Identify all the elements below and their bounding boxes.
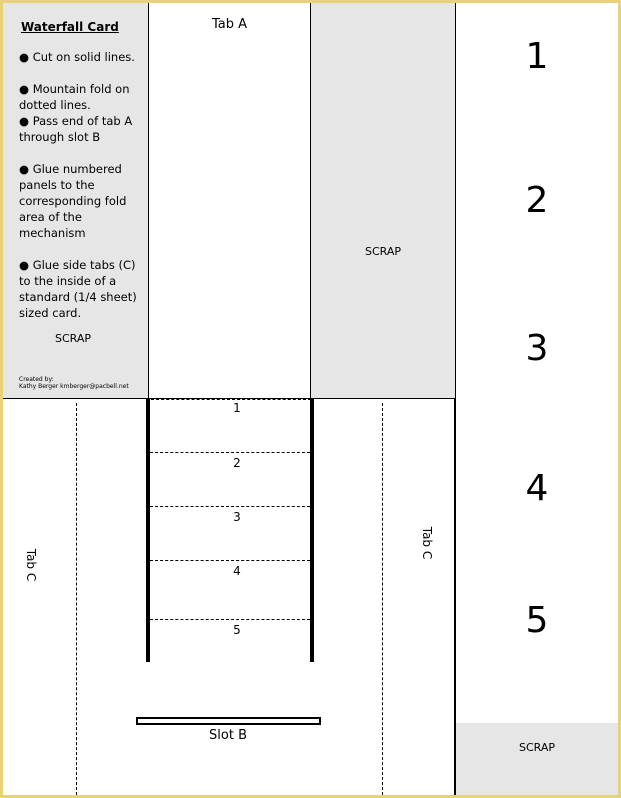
fold-number-3: 3 [233, 510, 241, 524]
slot-b [136, 717, 321, 725]
fold-line-3 [150, 506, 310, 507]
scrap-bottom-right-panel [455, 723, 618, 798]
credit-line-2: Kathy Berger kmberger@pacbell.net [19, 383, 129, 390]
instruction-item-cut: ● Cut on solid lines. [19, 50, 135, 64]
instructions-title: Waterfall Card [21, 20, 119, 34]
tab-a-label: Tab A [211, 17, 248, 32]
instructions-panel [3, 3, 149, 399]
panel-1 [455, 3, 618, 148]
panel-4 [455, 435, 618, 580]
cut-line-left-rail [146, 399, 150, 662]
fold-line-2 [150, 452, 310, 453]
panel-number-3: 3 [525, 328, 549, 369]
fold-number-2: 2 [233, 456, 241, 470]
instruction-item-glue-tabs: ● Glue side tabs (C) to the inside of a standard (1/4 sheet) sized card. [19, 258, 137, 320]
panel-number-4: 4 [525, 468, 549, 509]
scrap-label-bottom-right: SCRAP [518, 741, 556, 754]
credit-line-1: Created by: [19, 376, 54, 383]
instruction-item-fold: ● Mountain fold on dotted lines. [19, 82, 130, 112]
fold-line-4 [150, 560, 310, 561]
panel-2 [455, 147, 618, 292]
panel-3 [455, 291, 618, 436]
fold-number-5: 5 [233, 623, 241, 637]
fold-line-right [382, 403, 383, 795]
panel-number-5: 5 [525, 600, 549, 641]
panel-5 [455, 579, 618, 724]
tab-a-panel [149, 3, 311, 399]
credit-text [19, 376, 129, 390]
fold-number-1: 1 [233, 401, 241, 415]
scrap-label-middle: SCRAP [364, 245, 402, 258]
cut-line-right-rail [310, 399, 314, 662]
fold-line-left [76, 403, 77, 795]
tab-c-right-label: Tab C [420, 526, 434, 560]
slot-b-label: Slot B [209, 728, 247, 743]
tab-c-left-label: Tab C [24, 548, 38, 582]
fold-line-5 [150, 619, 310, 620]
fold-line-1 [151, 399, 311, 400]
scrap-label-instructions: SCRAP [55, 332, 92, 345]
instruction-item-tab: ● Pass end of tab A through slot B [19, 114, 133, 144]
instruction-item-glue-panels: ● Glue numbered panels to the corresponding fold area of the mechanism [19, 162, 127, 240]
panel-number-1: 1 [525, 36, 549, 77]
panel-number-2: 2 [525, 180, 549, 221]
scrap-middle-panel [311, 3, 456, 399]
fold-number-4: 4 [233, 564, 241, 578]
